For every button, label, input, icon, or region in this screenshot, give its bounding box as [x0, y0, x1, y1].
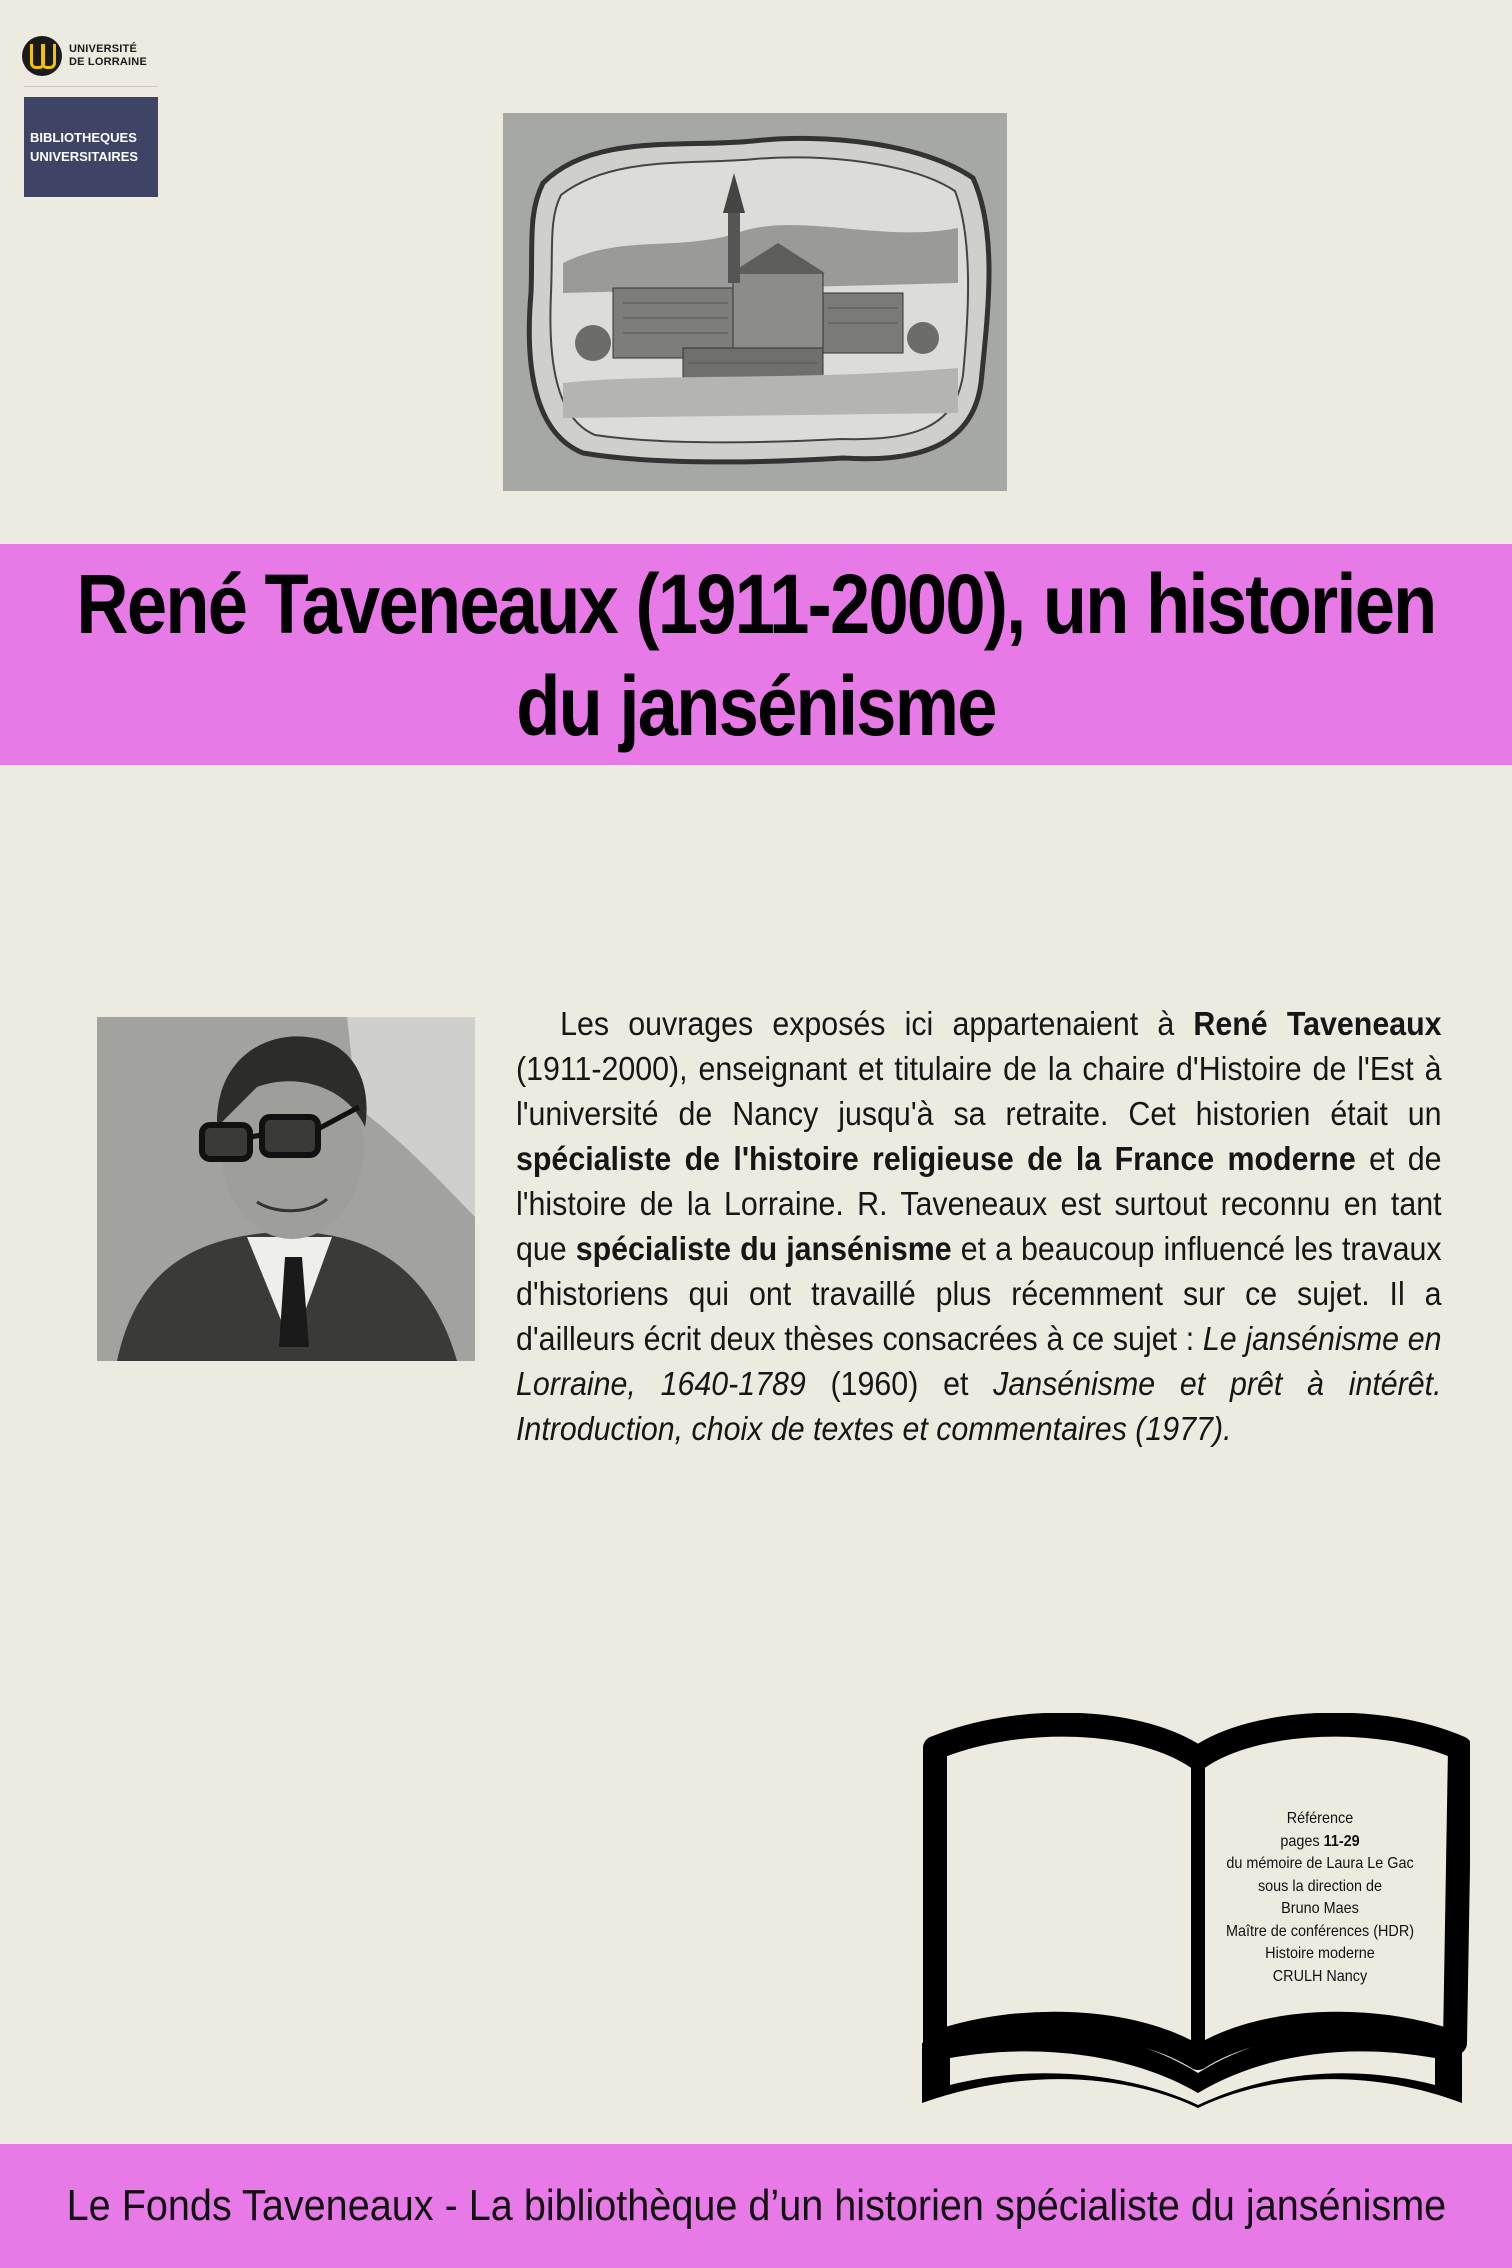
bio-part2: et de l'histoire de la Lorraine. R. Taveneaux est surtout reconnu en tant que: [516, 1140, 1442, 1267]
bio-part3: et a beaucoup influencé les travaux d'historiens qui ont travaillé plus récemment sur ce sujet. Il a d'ailleurs écrit deux thèses consacrées à ce sujet :: [516, 1230, 1442, 1357]
reference-pages-range: 11-29: [1323, 1832, 1360, 1850]
bio-thesis2: Jansénisme et prêt à intérêt. Introduction, choix de textes et commentaires (1977).: [516, 1365, 1442, 1447]
reference-supervision: sous la direction de: [1257, 1877, 1383, 1895]
bio-name: René Taveneaux: [1193, 1005, 1442, 1042]
portrait-photo: [97, 1017, 475, 1361]
biography-text: [516, 1001, 1442, 1451]
engraving-illustration: [503, 113, 1007, 491]
bio-specialty1: spécialiste de l'histoire religieuse de la France moderne: [516, 1140, 1356, 1177]
bio-thesis1: Le jansénisme en Lorraine, 1640-1789: [516, 1320, 1442, 1402]
universite-de-lorraine-logo: [22, 34, 172, 78]
bu-logo-line2: UNIVERSITAIRES: [30, 149, 139, 164]
reference-lab: CRULH Nancy: [1272, 1967, 1368, 1985]
reference-note: [1221, 1808, 1419, 1988]
ul-logo-line2: DE LORRAINE: [69, 56, 147, 68]
ul-logo-text: [69, 43, 147, 69]
bio-part1: (1911-2000), enseignant et titulaire de la chaire d'Histoire de l'Est à l'université de Nancy jusqu'à sa retraite. Cet historien était un: [516, 1050, 1442, 1132]
rene-taveneaux-portrait: [97, 1017, 475, 1361]
title-banner: [0, 544, 1512, 765]
reference-pages-prefix: pages: [1280, 1832, 1324, 1850]
reference-rank: Maître de conférences (HDR): [1225, 1922, 1415, 1940]
footer-text: Le Fonds Taveneaux - La bibliothèque d’un historien spécialiste du jansénisme: [66, 2181, 1446, 2230]
reference-thesis-author: du mémoire de Laura Le Gac: [1226, 1855, 1414, 1872]
reference-supervisor: Bruno Maes: [1281, 1900, 1359, 1917]
abbey-engraving-image: [503, 113, 1007, 491]
biography-paragraph: [516, 1001, 1442, 1451]
bio-part4: (1960) et: [805, 1365, 994, 1402]
reference-field: Histoire moderne: [1265, 1945, 1375, 1962]
reference-pages: [1221, 1831, 1419, 1854]
page-title: René Taveneaux (1911-2000), un historien du jansénisme: [76, 556, 1436, 753]
footer-banner: [0, 2144, 1512, 2268]
reference-label: Référence: [1286, 1810, 1354, 1827]
bu-logo-line1: BIBLIOTHEQUES: [30, 130, 137, 145]
bio-intro: Les ouvrages exposés ici appartenaient à: [560, 1005, 1194, 1042]
bibliotheques-universitaires-logo: [24, 97, 158, 197]
logo-divider: [24, 86, 158, 87]
ul-emblem-icon: [22, 36, 62, 76]
ul-logo-line1: UNIVERSITÉ: [69, 43, 138, 55]
bio-specialty2: spécialiste du jansénisme: [575, 1230, 952, 1267]
